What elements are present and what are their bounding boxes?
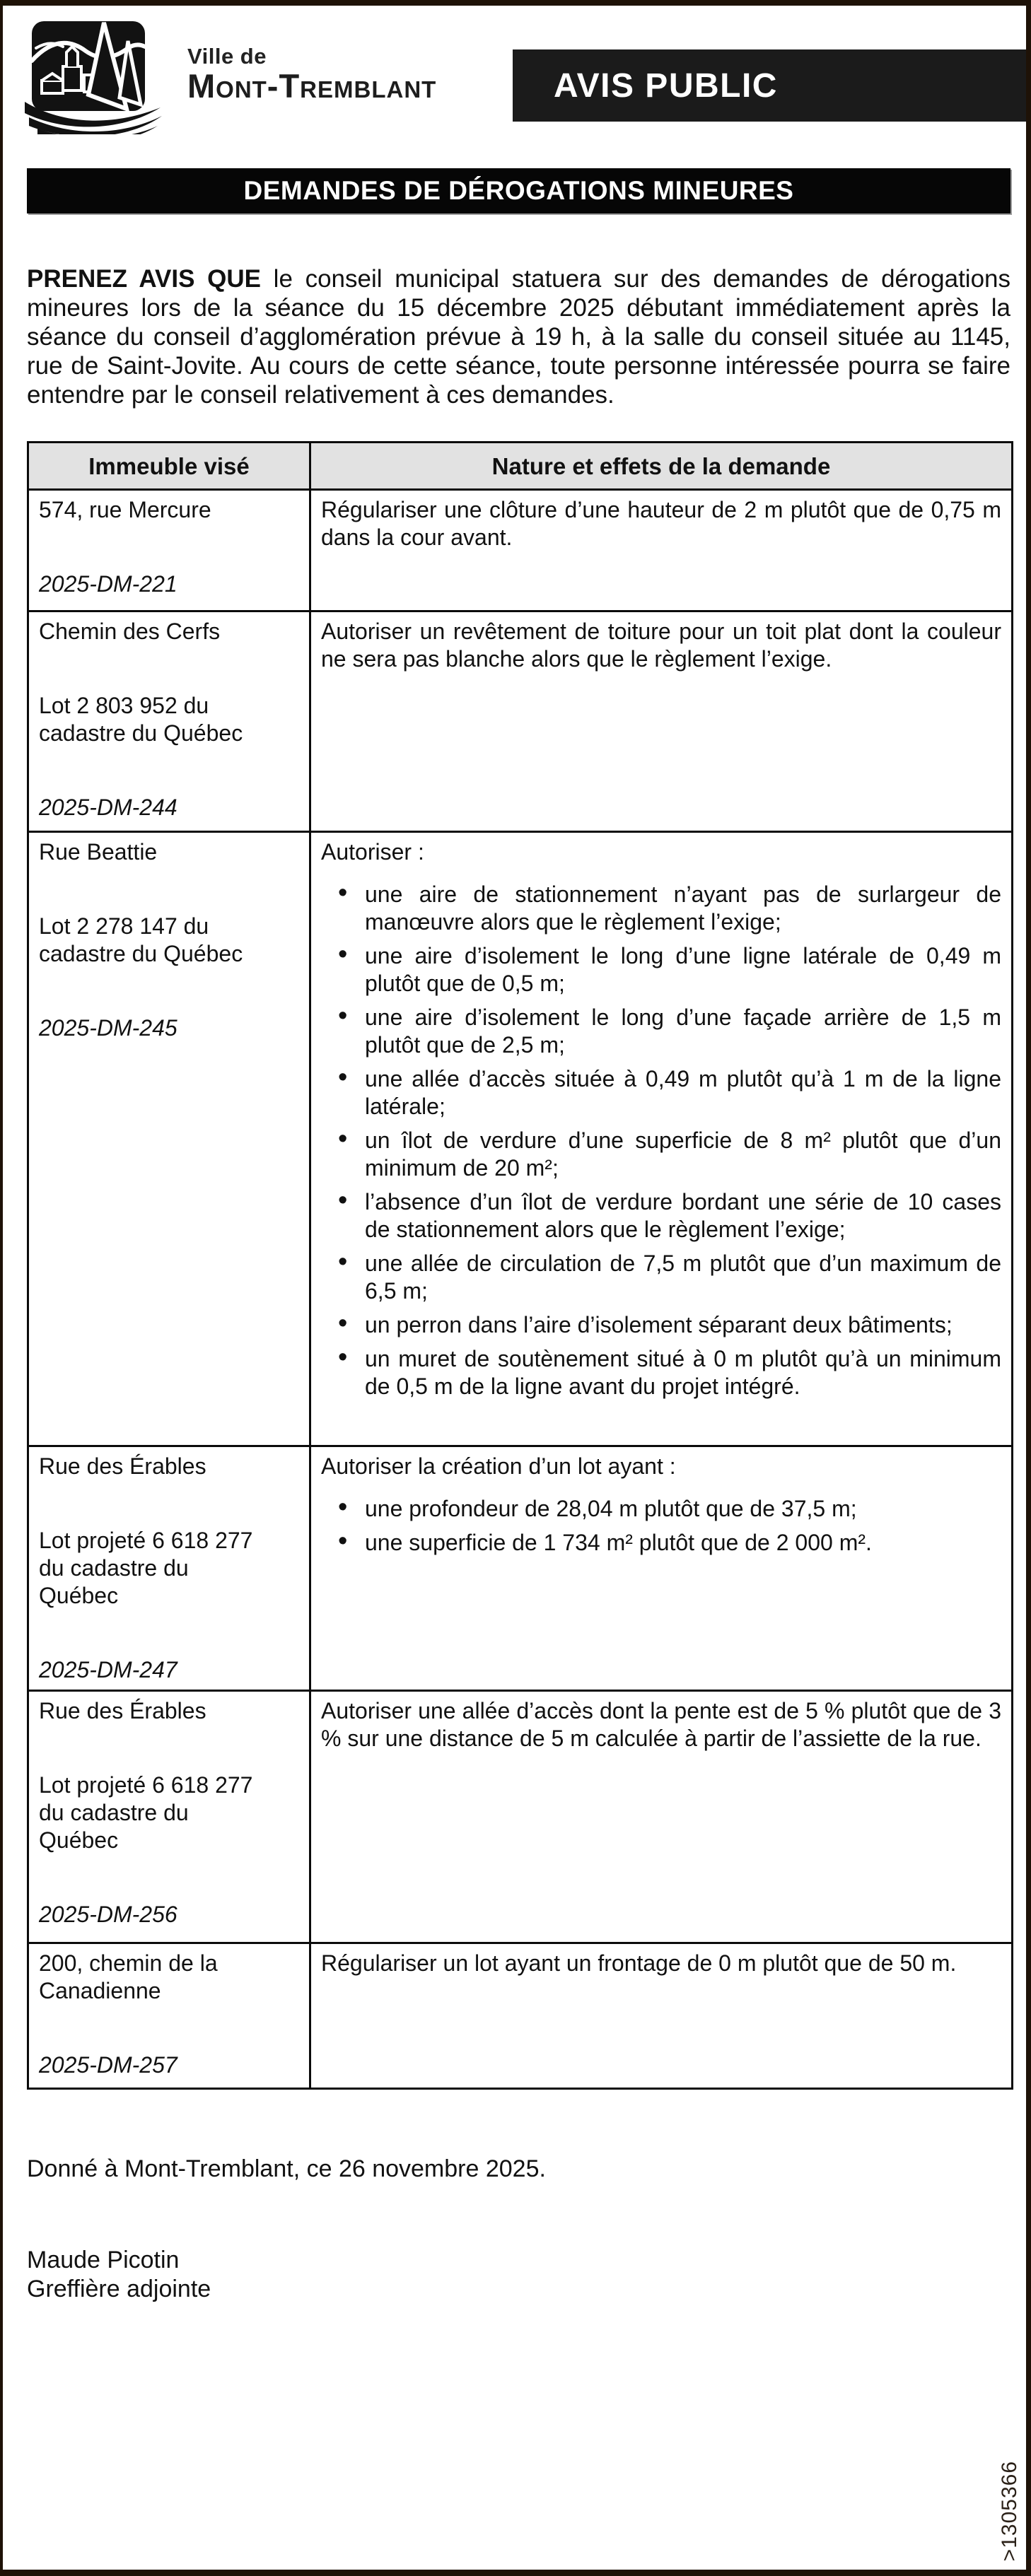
address-line: Rue des Érables bbox=[39, 1698, 206, 1723]
lot-lines bbox=[39, 1772, 299, 1854]
bullet-list bbox=[321, 1495, 1001, 1557]
mont-tremblant-logo bbox=[22, 20, 163, 138]
address-lines bbox=[39, 1950, 299, 2005]
address-lines bbox=[39, 1697, 299, 1725]
signatory-title: Greffière adjointe bbox=[27, 2276, 211, 2302]
address-lines bbox=[39, 496, 299, 524]
nature-cell bbox=[310, 611, 1013, 832]
column-header-immeuble bbox=[28, 443, 310, 490]
table-row bbox=[28, 1691, 1013, 1943]
bullet-item: • une allée de circulation de 7,5 m plutôt que d’un maximum de 6,5 m; bbox=[321, 1250, 1001, 1305]
nature-text: Régulariser un lot ayant un frontage de 0 m plutôt que de 50 m. bbox=[321, 1950, 957, 1976]
column-header-nature bbox=[310, 443, 1013, 490]
intro-paragraph bbox=[27, 264, 1010, 409]
file-number: 2025-DM-257 bbox=[39, 2052, 177, 2078]
nature-text: Autoriser un revêtement de toiture pour un toit plat dont la couleur ne sera pas blanche alors que le règlement l’exige. bbox=[321, 619, 1001, 672]
lot-lines bbox=[39, 692, 299, 747]
lot-line: du cadastre du bbox=[39, 1555, 189, 1581]
given-at-line: Donné à Mont-Tremblant, ce 26 novembre 2025. bbox=[27, 2155, 546, 2182]
nature-cell bbox=[310, 1943, 1013, 2089]
signature-block bbox=[27, 2246, 1010, 2304]
table-body bbox=[28, 490, 1013, 2089]
bullet-list bbox=[321, 881, 1001, 1400]
bullet-item: • une aire d’isolement le long d’une ligne latérale de 0,49 m plutôt que de 0,5 m; bbox=[321, 942, 1001, 997]
property-cell bbox=[28, 1691, 310, 1943]
bullet-item: • un îlot de verdure d’une superficie de 8 m² plutôt que d’un minimum de 20 m²; bbox=[321, 1127, 1001, 1182]
notice-footer bbox=[27, 2155, 1010, 2304]
table-row bbox=[28, 1446, 1013, 1691]
print-reference-code: >1305366 bbox=[998, 2460, 1021, 2561]
lot-lines bbox=[39, 1527, 299, 1610]
table-row bbox=[28, 832, 1013, 1446]
bullet-item: • l’absence d’un îlot de verdure bordant une série de 10 cases de stationnement alors que le règlement l’exige; bbox=[321, 1188, 1001, 1243]
lot-line: Lot projeté 6 618 277 bbox=[39, 1528, 253, 1553]
lot-line: Lot 2 803 952 du bbox=[39, 693, 209, 718]
address-lines bbox=[39, 1453, 299, 1480]
avis-public-label: AVIS PUBLIC bbox=[554, 66, 778, 105]
nature-cell bbox=[310, 1691, 1013, 1943]
bullet-item: • une profondeur de 28,04 m plutôt que de 37,5 m; bbox=[321, 1495, 1001, 1523]
address-line: Chemin des Cerfs bbox=[39, 619, 221, 644]
bullet-item: • une aire de stationnement n’ayant pas de surlargeur de manœuvre alors que le règlement l’exige; bbox=[321, 881, 1001, 936]
table-row bbox=[28, 490, 1013, 611]
lot-line: du cadastre du bbox=[39, 1800, 189, 1825]
nature-text: Autoriser : bbox=[321, 839, 424, 865]
file-number: 2025-DM-221 bbox=[39, 571, 177, 597]
bullet-item: • un muret de soutènement situé à 0 m plutôt qu’à un minimum de 0,5 m de la ligne avant du projet intégré. bbox=[321, 1345, 1001, 1400]
nature-cell bbox=[310, 1446, 1013, 1691]
nature-text: Régulariser une clôture d’une hauteur de 2 m plutôt que de 0,75 m dans la cour avant. bbox=[321, 497, 1001, 550]
address-line: 200, chemin de la bbox=[39, 1950, 218, 1976]
bullet-item: • une allée d’accès située à 0,49 m plutôt qu’à 1 m de la ligne latérale; bbox=[321, 1065, 1001, 1120]
table-header-row bbox=[28, 443, 1013, 490]
lot-line: cadastre du Québec bbox=[39, 941, 243, 966]
address-lines bbox=[39, 838, 299, 866]
intro-lead: PRENEZ AVIS QUE bbox=[27, 265, 261, 293]
bullet-item: • une aire d’isolement le long d’une façade arrière de 1,5 m plutôt que de 2,5 m; bbox=[321, 1004, 1001, 1059]
bullet-item: • une superficie de 1 734 m² plutôt que de 2 000 m². bbox=[321, 1529, 1001, 1557]
variances-table bbox=[27, 441, 1013, 2090]
intro-body: le conseil municipal statuera sur des demandes de dérogations mineures lors de la séance du 15 décembre 2025 débutant immédiatement après la séance du conseil d’agglomération prévue à 19 h, à la salle du conseil située au 1145, rue de Saint-Jovite. Au cours de cette séance, toute personne intéressée pourra se faire entendre par le conseil relativement à ces demandes. bbox=[27, 265, 1010, 409]
file-number: 2025-DM-244 bbox=[39, 795, 177, 820]
table-row bbox=[28, 1943, 1013, 2089]
property-cell bbox=[28, 1446, 310, 1691]
property-cell bbox=[28, 832, 310, 1446]
address-line: Rue des Érables bbox=[39, 1453, 206, 1479]
nature-cell bbox=[310, 490, 1013, 611]
property-cell bbox=[28, 1943, 310, 2089]
bullet-item: • un perron dans l’aire d’isolement séparant deux bâtiments; bbox=[321, 1311, 1001, 1339]
file-number: 2025-DM-247 bbox=[39, 1657, 177, 1682]
file-number: 2025-DM-256 bbox=[39, 1902, 177, 1927]
lot-lines bbox=[39, 913, 299, 968]
table-row bbox=[28, 611, 1013, 832]
notice-title-bar bbox=[27, 168, 1010, 213]
address-line: Rue Beattie bbox=[39, 839, 158, 865]
nature-text: Autoriser la création d’un lot ayant : bbox=[321, 1453, 676, 1479]
column-header-immeuble-label: Immeuble visé bbox=[88, 452, 250, 479]
property-cell bbox=[28, 611, 310, 832]
column-header-nature-label: Nature et effets de la demande bbox=[491, 452, 831, 479]
address-line: Canadienne bbox=[39, 1978, 161, 2003]
notice-title: DEMANDES DE DÉROGATIONS MINEURES bbox=[243, 176, 794, 205]
nature-cell bbox=[310, 832, 1013, 1446]
lot-line: Québec bbox=[39, 1583, 119, 1608]
address-lines bbox=[39, 618, 299, 645]
avis-public-banner bbox=[513, 49, 1026, 122]
brand-ville-de: Ville de bbox=[187, 44, 267, 69]
property-cell bbox=[28, 490, 310, 611]
lot-line: Québec bbox=[39, 1827, 119, 1853]
notice-header bbox=[3, 6, 1026, 168]
signatory-name: Maude Picotin bbox=[27, 2247, 180, 2273]
lot-line: cadastre du Québec bbox=[39, 720, 243, 746]
address-line: 574, rue Mercure bbox=[39, 497, 211, 522]
brand-mont-tremblant: Mont-Tremblant bbox=[187, 66, 437, 105]
lot-line: Lot 2 278 147 du bbox=[39, 913, 209, 939]
nature-text: Autoriser une allée d’accès dont la pente est de 5 % plutôt que de 3 % sur une distance de 5 m calculée à partir de l’assiette de la rue. bbox=[321, 1698, 1001, 1751]
brand-text bbox=[187, 45, 436, 103]
file-number: 2025-DM-245 bbox=[39, 1015, 177, 1041]
lot-line: Lot projeté 6 618 277 bbox=[39, 1772, 253, 1798]
